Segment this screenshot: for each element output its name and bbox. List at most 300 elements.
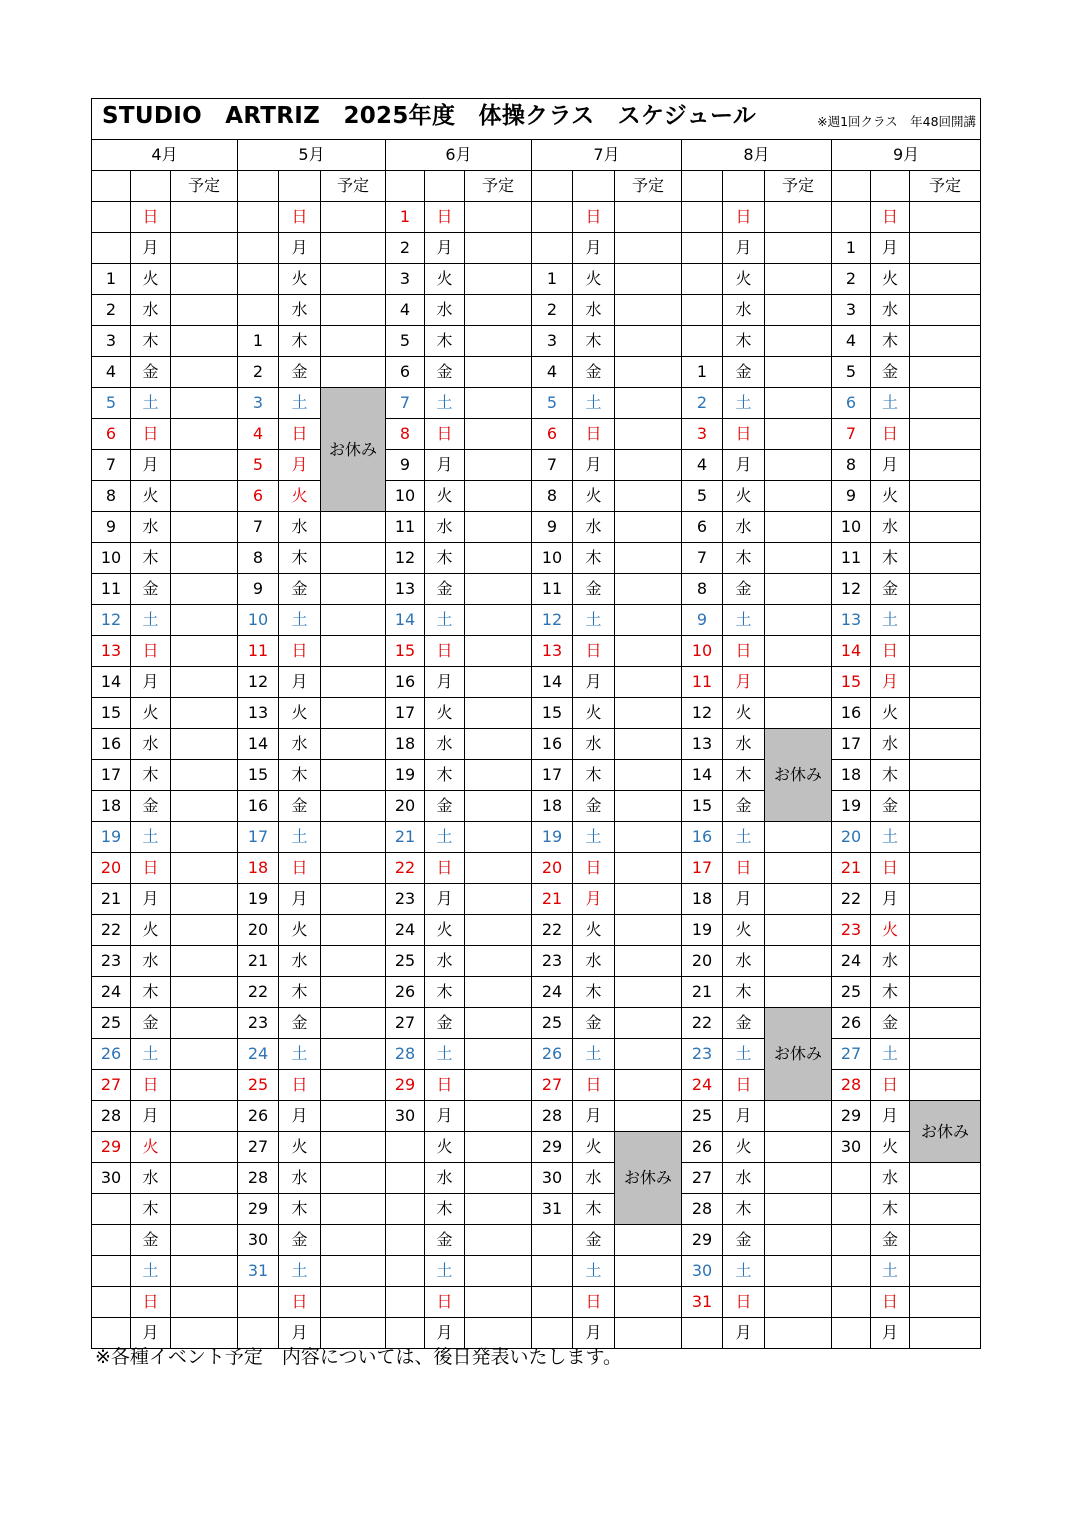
plan-cell: [321, 1101, 386, 1132]
month-header: 6月: [386, 140, 532, 171]
plan-cell: [465, 915, 532, 946]
weekday-cell: 日: [279, 636, 321, 667]
date-cell: [832, 1256, 871, 1287]
plan-cell: [910, 202, 981, 233]
plan-cell: [765, 1318, 832, 1349]
date-cell: 17: [92, 760, 131, 791]
weekday-cell: 月: [131, 884, 171, 915]
date-cell: 26: [238, 1101, 279, 1132]
plan-cell: [765, 419, 832, 450]
plan-cell: [321, 233, 386, 264]
day-row: [92, 636, 981, 667]
weekday-cell: 月: [871, 233, 910, 264]
weekday-cell: 月: [723, 1101, 765, 1132]
weekday-cell: 月: [871, 1318, 910, 1349]
day-row: [92, 1101, 981, 1132]
weekday-column-header: [425, 171, 465, 202]
plan-cell: [465, 326, 532, 357]
weekday-cell: 土: [723, 1039, 765, 1070]
date-cell: 8: [238, 543, 279, 574]
weekday-cell: 月: [871, 667, 910, 698]
plan-cell: [615, 1101, 682, 1132]
plan-cell: [615, 202, 682, 233]
weekday-cell: 金: [131, 791, 171, 822]
date-cell: [682, 233, 723, 264]
title-cell: [92, 99, 981, 140]
date-cell: 13: [532, 636, 573, 667]
plan-cell: [910, 605, 981, 636]
plan-cell: [171, 1070, 238, 1101]
weekday-cell: 日: [131, 853, 171, 884]
plan-cell: [615, 512, 682, 543]
plan-cell: [171, 543, 238, 574]
plan-cell: [765, 853, 832, 884]
weekday-cell: 木: [425, 543, 465, 574]
weekday-cell: 月: [573, 884, 615, 915]
day-row: [92, 884, 981, 915]
date-cell: 1: [92, 264, 131, 295]
date-cell: 30: [682, 1256, 723, 1287]
weekday-cell: 月: [573, 1101, 615, 1132]
plan-cell: [465, 822, 532, 853]
date-cell: 17: [386, 698, 425, 729]
plan-cell: [615, 388, 682, 419]
date-cell: 31: [682, 1287, 723, 1318]
date-cell: 13: [832, 605, 871, 636]
plan-cell: [910, 915, 981, 946]
plan-cell: [321, 822, 386, 853]
date-cell: 22: [532, 915, 573, 946]
plan-cell: [615, 1225, 682, 1256]
weekday-cell: 月: [131, 233, 171, 264]
plan-cell: [171, 233, 238, 264]
date-cell: 12: [386, 543, 425, 574]
weekday-cell: 水: [723, 946, 765, 977]
date-cell: 18: [238, 853, 279, 884]
weekday-column-header: [871, 171, 910, 202]
weekday-cell: 土: [425, 605, 465, 636]
plan-cell: [321, 760, 386, 791]
weekday-cell: 火: [425, 481, 465, 512]
date-cell: [238, 295, 279, 326]
weekday-cell: 月: [573, 1318, 615, 1349]
plan-cell: [465, 481, 532, 512]
date-cell: 18: [532, 791, 573, 822]
date-cell: 27: [238, 1132, 279, 1163]
weekday-cell: 月: [131, 450, 171, 481]
date-cell: 4: [386, 295, 425, 326]
plan-cell: [765, 1194, 832, 1225]
date-cell: 10: [386, 481, 425, 512]
weekday-cell: 水: [573, 946, 615, 977]
date-cell: [532, 1287, 573, 1318]
day-row: [92, 264, 981, 295]
plan-column-header: 予定: [171, 171, 238, 202]
date-cell: 28: [238, 1163, 279, 1194]
weekday-cell: 月: [425, 1101, 465, 1132]
day-row: [92, 729, 981, 760]
day-row: [92, 1256, 981, 1287]
weekday-cell: 土: [425, 822, 465, 853]
date-cell: [832, 1163, 871, 1194]
date-cell: 23: [238, 1008, 279, 1039]
weekday-cell: 木: [425, 977, 465, 1008]
plan-cell: [910, 295, 981, 326]
day-row: [92, 233, 981, 264]
weekday-cell: 日: [425, 1070, 465, 1101]
day-row: [92, 698, 981, 729]
month-header: 5月: [238, 140, 386, 171]
weekday-cell: 金: [723, 1008, 765, 1039]
day-row: [92, 574, 981, 605]
plan-cell: [465, 574, 532, 605]
day-row: [92, 450, 981, 481]
date-cell: 17: [832, 729, 871, 760]
weekday-cell: 日: [723, 1070, 765, 1101]
date-cell: 7: [238, 512, 279, 543]
weekday-cell: 日: [425, 1287, 465, 1318]
weekday-cell: 火: [573, 698, 615, 729]
plan-cell: [171, 791, 238, 822]
date-cell: 19: [386, 760, 425, 791]
date-cell: 18: [386, 729, 425, 760]
plan-cell: [465, 1287, 532, 1318]
plan-cell: [465, 1039, 532, 1070]
date-cell: 28: [532, 1101, 573, 1132]
date-cell: 9: [238, 574, 279, 605]
date-cell: 5: [386, 326, 425, 357]
plan-cell: [465, 202, 532, 233]
plan-cell: [171, 1225, 238, 1256]
day-row: [92, 791, 981, 822]
day-row: [92, 1225, 981, 1256]
weekday-cell: 月: [573, 450, 615, 481]
date-cell: 12: [832, 574, 871, 605]
weekday-cell: 土: [723, 1256, 765, 1287]
date-cell: 3: [832, 295, 871, 326]
date-cell: 2: [386, 233, 425, 264]
date-cell: 16: [386, 667, 425, 698]
date-cell: 19: [682, 915, 723, 946]
date-cell: [238, 233, 279, 264]
date-cell: 20: [92, 853, 131, 884]
weekday-cell: 日: [425, 419, 465, 450]
plan-cell: [465, 1132, 532, 1163]
weekday-cell: 水: [871, 295, 910, 326]
weekday-cell: 土: [131, 1256, 171, 1287]
date-cell: 30: [832, 1132, 871, 1163]
weekday-cell: 月: [279, 667, 321, 698]
weekday-cell: 金: [871, 1225, 910, 1256]
weekday-cell: 木: [573, 977, 615, 1008]
weekday-cell: 木: [871, 543, 910, 574]
date-cell: [532, 1225, 573, 1256]
weekday-cell: 金: [573, 357, 615, 388]
plan-cell: [615, 233, 682, 264]
plan-cell: [615, 450, 682, 481]
weekday-cell: 水: [573, 295, 615, 326]
day-row: [92, 667, 981, 698]
weekday-cell: 水: [573, 1163, 615, 1194]
date-cell: [832, 202, 871, 233]
weekday-cell: 木: [871, 1194, 910, 1225]
date-cell: 3: [682, 419, 723, 450]
date-cell: 27: [832, 1039, 871, 1070]
date-cell: 11: [832, 543, 871, 574]
weekday-cell: 火: [723, 698, 765, 729]
plan-cell: [765, 264, 832, 295]
weekday-cell: 金: [425, 1225, 465, 1256]
date-cell: 8: [92, 481, 131, 512]
weekday-cell: 木: [131, 760, 171, 791]
date-cell: 25: [92, 1008, 131, 1039]
weekday-cell: 月: [723, 233, 765, 264]
weekday-cell: 日: [425, 202, 465, 233]
weekday-cell: 月: [131, 667, 171, 698]
date-cell: 9: [532, 512, 573, 543]
plan-cell: [910, 388, 981, 419]
plan-cell: [765, 295, 832, 326]
weekday-cell: 日: [723, 419, 765, 450]
plan-cell: [615, 729, 682, 760]
weekday-cell: 木: [279, 543, 321, 574]
weekday-cell: 日: [279, 419, 321, 450]
footer-note: ※各種イベント予定 内容については、後日発表いたします。: [95, 1346, 623, 1368]
weekday-cell: 土: [573, 1256, 615, 1287]
plan-cell: [321, 357, 386, 388]
day-row: [92, 1163, 981, 1194]
weekday-cell: 水: [871, 1163, 910, 1194]
weekday-cell: 火: [131, 915, 171, 946]
plan-cell: [321, 326, 386, 357]
date-cell: 27: [92, 1070, 131, 1101]
weekday-cell: 木: [425, 760, 465, 791]
plan-cell: [171, 760, 238, 791]
date-cell: 21: [682, 977, 723, 1008]
date-cell: [832, 1287, 871, 1318]
weekday-cell: 土: [871, 1039, 910, 1070]
weekday-cell: 月: [279, 233, 321, 264]
date-cell: 8: [386, 419, 425, 450]
date-cell: 8: [532, 481, 573, 512]
weekday-cell: 金: [573, 574, 615, 605]
weekday-cell: 日: [871, 1070, 910, 1101]
plan-cell: [171, 884, 238, 915]
plan-cell: [765, 667, 832, 698]
plan-cell: [171, 1132, 238, 1163]
plan-cell: [910, 574, 981, 605]
weekday-cell: 火: [573, 264, 615, 295]
plan-cell: [321, 1163, 386, 1194]
plan-cell: [910, 1287, 981, 1318]
date-cell: 16: [92, 729, 131, 760]
plan-cell: [321, 946, 386, 977]
weekday-cell: 土: [573, 605, 615, 636]
weekday-cell: 日: [871, 853, 910, 884]
plan-cell: [615, 605, 682, 636]
weekday-column-header: [723, 171, 765, 202]
date-cell: 7: [832, 419, 871, 450]
plan-cell: [465, 1163, 532, 1194]
date-cell: 13: [386, 574, 425, 605]
weekday-cell: 火: [871, 698, 910, 729]
weekday-cell: 火: [425, 264, 465, 295]
plan-cell: [465, 419, 532, 450]
plan-cell: [615, 1070, 682, 1101]
date-column-header: [532, 171, 573, 202]
plan-cell: [321, 574, 386, 605]
plan-cell: [910, 884, 981, 915]
date-cell: 26: [682, 1132, 723, 1163]
plan-cell: [171, 1039, 238, 1070]
weekday-cell: 金: [131, 1008, 171, 1039]
date-cell: 17: [532, 760, 573, 791]
date-cell: 26: [832, 1008, 871, 1039]
plan-cell: [321, 791, 386, 822]
date-cell: [238, 202, 279, 233]
plan-cell: [171, 822, 238, 853]
weekday-cell: 月: [871, 450, 910, 481]
plan-cell: [765, 698, 832, 729]
date-cell: [92, 233, 131, 264]
date-cell: 3: [386, 264, 425, 295]
plan-cell: [171, 419, 238, 450]
plan-cell: [910, 1039, 981, 1070]
weekday-cell: 土: [131, 605, 171, 636]
plan-cell: [910, 1225, 981, 1256]
day-row: [92, 419, 981, 450]
date-cell: [682, 326, 723, 357]
weekday-cell: 日: [723, 1287, 765, 1318]
date-cell: 24: [532, 977, 573, 1008]
plan-cell: [321, 636, 386, 667]
plan-cell: [171, 512, 238, 543]
weekday-cell: 月: [425, 667, 465, 698]
plan-cell: [765, 481, 832, 512]
day-row: [92, 1039, 981, 1070]
date-cell: 15: [238, 760, 279, 791]
plan-cell: [765, 202, 832, 233]
weekday-cell: 火: [723, 264, 765, 295]
weekday-cell: 水: [425, 1163, 465, 1194]
date-cell: 3: [92, 326, 131, 357]
date-cell: [832, 1318, 871, 1349]
plan-cell: [171, 1194, 238, 1225]
date-cell: 1: [832, 233, 871, 264]
weekday-cell: 木: [131, 977, 171, 1008]
weekday-cell: 日: [723, 202, 765, 233]
weekday-cell: 水: [723, 512, 765, 543]
date-cell: 22: [92, 915, 131, 946]
plan-cell: [765, 388, 832, 419]
weekday-cell: 日: [871, 202, 910, 233]
day-row: [92, 1194, 981, 1225]
date-cell: 6: [386, 357, 425, 388]
date-cell: 23: [832, 915, 871, 946]
date-cell: [682, 264, 723, 295]
plan-cell: [465, 543, 532, 574]
date-cell: 11: [532, 574, 573, 605]
date-cell: 6: [92, 419, 131, 450]
plan-cell: [171, 698, 238, 729]
date-cell: 27: [682, 1163, 723, 1194]
plan-cell: [321, 512, 386, 543]
weekday-cell: 日: [131, 1070, 171, 1101]
plan-cell: [615, 1287, 682, 1318]
date-cell: 5: [532, 388, 573, 419]
weekday-cell: 木: [279, 1194, 321, 1225]
date-cell: 20: [238, 915, 279, 946]
date-cell: 1: [238, 326, 279, 357]
weekday-cell: 水: [131, 1163, 171, 1194]
day-row: [92, 853, 981, 884]
rest-period-cell: お休み: [765, 1008, 832, 1101]
plan-cell: [171, 1163, 238, 1194]
day-row: [92, 946, 981, 977]
day-row: [92, 543, 981, 574]
date-cell: 26: [386, 977, 425, 1008]
weekday-cell: 水: [871, 946, 910, 977]
plan-cell: [615, 481, 682, 512]
weekday-cell: 水: [131, 295, 171, 326]
weekday-cell: 月: [723, 884, 765, 915]
plan-cell: [910, 357, 981, 388]
weekday-cell: 火: [573, 481, 615, 512]
day-row: [92, 1287, 981, 1318]
weekday-cell: 木: [425, 326, 465, 357]
rest-period-cell: お休み: [321, 388, 386, 512]
date-cell: 15: [92, 698, 131, 729]
weekday-cell: 金: [425, 574, 465, 605]
date-cell: 4: [682, 450, 723, 481]
plan-cell: [465, 512, 532, 543]
plan-cell: [465, 667, 532, 698]
plan-cell: [321, 605, 386, 636]
weekday-cell: 土: [425, 388, 465, 419]
weekday-cell: 日: [871, 419, 910, 450]
plan-cell: [615, 946, 682, 977]
plan-cell: [615, 357, 682, 388]
weekday-cell: 月: [573, 667, 615, 698]
weekday-cell: 火: [723, 915, 765, 946]
weekday-cell: 水: [871, 512, 910, 543]
weekday-cell: 金: [131, 357, 171, 388]
date-cell: 12: [532, 605, 573, 636]
weekday-cell: 火: [425, 1132, 465, 1163]
plan-cell: [615, 760, 682, 791]
plan-cell: [321, 667, 386, 698]
date-cell: 18: [92, 791, 131, 822]
date-cell: 31: [532, 1194, 573, 1225]
day-row: [92, 1070, 981, 1101]
month-header: 7月: [532, 140, 682, 171]
plan-cell: [465, 636, 532, 667]
date-cell: 15: [386, 636, 425, 667]
plan-cell: [321, 1194, 386, 1225]
date-cell: 5: [832, 357, 871, 388]
weekday-cell: 土: [279, 605, 321, 636]
plan-cell: [465, 1256, 532, 1287]
date-cell: 1: [386, 202, 425, 233]
weekday-cell: 土: [871, 822, 910, 853]
plan-cell: [171, 357, 238, 388]
date-cell: 9: [386, 450, 425, 481]
date-cell: 31: [238, 1256, 279, 1287]
day-row: [92, 295, 981, 326]
weekday-cell: 金: [871, 791, 910, 822]
plan-cell: [321, 543, 386, 574]
plan-cell: [465, 1194, 532, 1225]
